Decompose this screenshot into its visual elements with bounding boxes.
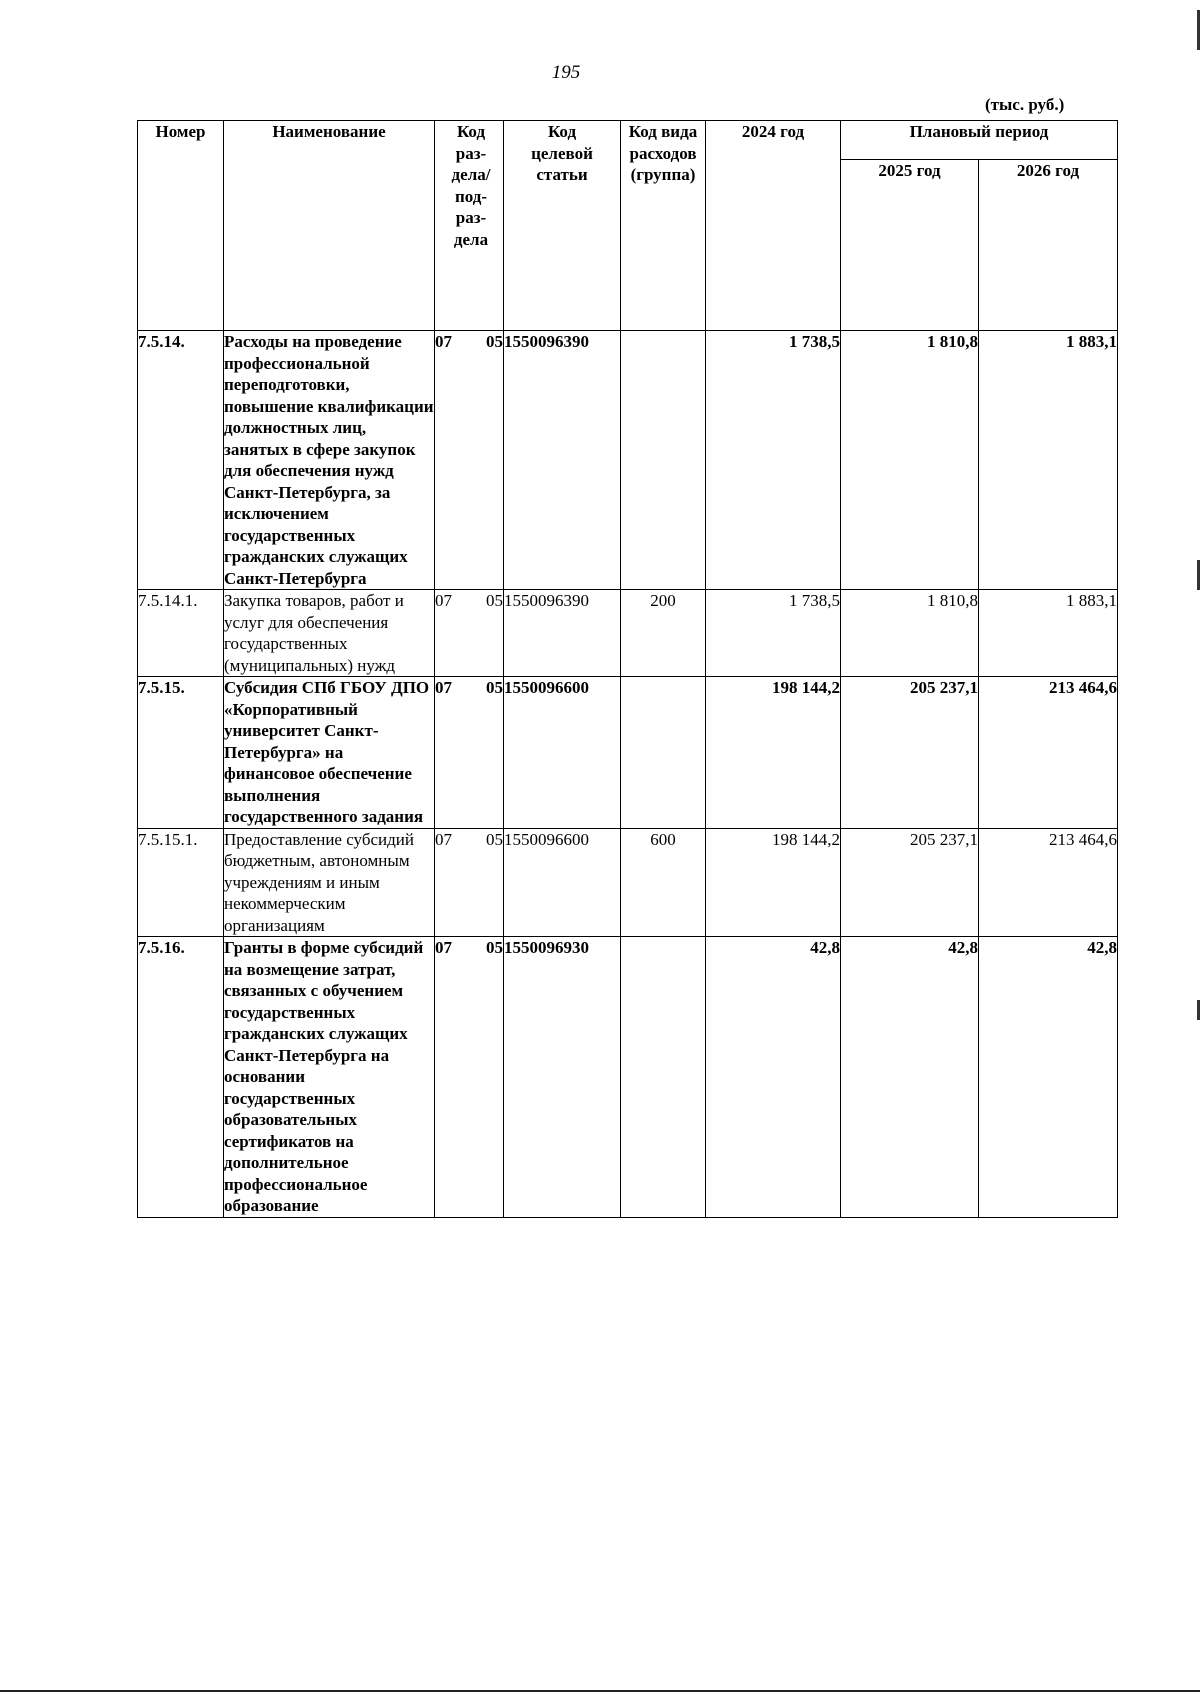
row-number: 7.5.14. (138, 331, 224, 590)
row-value-2026: 213 464,6 (979, 828, 1118, 937)
row-number: 7.5.14.1. (138, 590, 224, 677)
row-value-2025: 205 237,1 (841, 828, 979, 937)
row-target-code: 1550096390 (504, 331, 621, 590)
row-value-2025: 42,8 (841, 937, 979, 1218)
row-expense-group (621, 331, 706, 590)
row-expense-group: 200 (621, 590, 706, 677)
table-row (138, 677, 1118, 829)
header-2026: 2026 год (979, 160, 1118, 331)
row-value-2025: 1 810,8 (841, 331, 979, 590)
row-name: Расходы на проведение профессиональной переподготовки, повышение квалификации должностных лиц, занятых в сфере закупок для обеспечения нужд Санкт-Петербурга, за исключением государственных гражданских служащих Санкт-Петербурга (224, 332, 434, 588)
row-value-2024: 1 738,5 (706, 590, 841, 677)
row-value-2024: 198 144,2 (706, 677, 841, 829)
row-name: Предоставление субсидий бюджетным, автономным учреждениям и иным некоммерческим организациям (224, 828, 435, 937)
row-value-2026: 1 883,1 (979, 590, 1118, 677)
row-value-2024: 42,8 (706, 937, 841, 1218)
header-section: Код раз-дела/ под-раз-дела (435, 121, 504, 331)
row-value-2026: 213 464,6 (979, 677, 1118, 829)
row-value-2024: 198 144,2 (706, 828, 841, 937)
row-subsection: 05 (486, 332, 503, 351)
header-plan-period: Плановый период (841, 121, 1118, 160)
header-number: Номер (138, 121, 224, 331)
row-name: Субсидия СПб ГБОУ ДПО «Корпоративный университет Санкт-Петербурга» на финансовое обеспечение выполнения государственного задания (224, 677, 435, 829)
scan-bottom-line (0, 1690, 1200, 1692)
table-row (138, 828, 1118, 937)
row-section: 07 (435, 829, 452, 849)
row-name: Закупка товаров, работ и услуг для обеспечения государственных (муниципальных) нужд (224, 590, 435, 677)
row-section: 07 (435, 938, 452, 957)
row-number: 7.5.16. (138, 937, 224, 1218)
row-section: 07 (435, 591, 452, 610)
table-row (138, 937, 1118, 1218)
table-row (138, 331, 1118, 590)
table-row (138, 590, 1118, 677)
units-label: (тыс. руб.) (985, 95, 1065, 114)
row-value-2026: 42,8 (979, 937, 1118, 1218)
row-subsection: 05 (486, 829, 503, 849)
row-target-code: 1550096600 (504, 828, 621, 937)
row-value-2024: 1 738,5 (706, 331, 841, 590)
row-number: 7.5.15.1. (138, 828, 224, 937)
budget-table (137, 120, 1118, 1218)
row-expense-group (621, 937, 706, 1218)
row-value-2025: 1 810,8 (841, 590, 979, 677)
row-subsection: 05 (486, 678, 503, 697)
header-2025: 2025 год (841, 160, 979, 331)
row-value-2026: 1 883,1 (979, 331, 1118, 590)
row-value-2025: 205 237,1 (841, 677, 979, 829)
row-target-code: 1550096930 (504, 937, 621, 1218)
header-2024: 2024 год (706, 121, 841, 331)
row-name: Гранты в форме субсидий на возмещение затрат, связанных с обучением государственных гражданских служащих Санкт-Петербурга на основании государственных образовательных сертификатов на дополнительное профессиональное образование (224, 937, 435, 1218)
header-name: Наименование (224, 121, 435, 331)
header-expense-type: Код вида расходов (группа) (621, 121, 706, 331)
row-target-code: 1550096600 (504, 677, 621, 829)
row-number: 7.5.15. (138, 677, 224, 829)
row-expense-group (621, 677, 706, 829)
row-expense-group: 600 (621, 828, 706, 937)
page-number: 195 (551, 62, 581, 83)
row-subsection: 05 (486, 938, 503, 957)
row-section: 07 (435, 678, 452, 697)
header-target: Код целевой статьи (504, 121, 621, 331)
row-target-code: 1550096390 (504, 590, 621, 677)
row-subsection: 05 (486, 591, 503, 610)
row-section: 07 (435, 332, 452, 351)
